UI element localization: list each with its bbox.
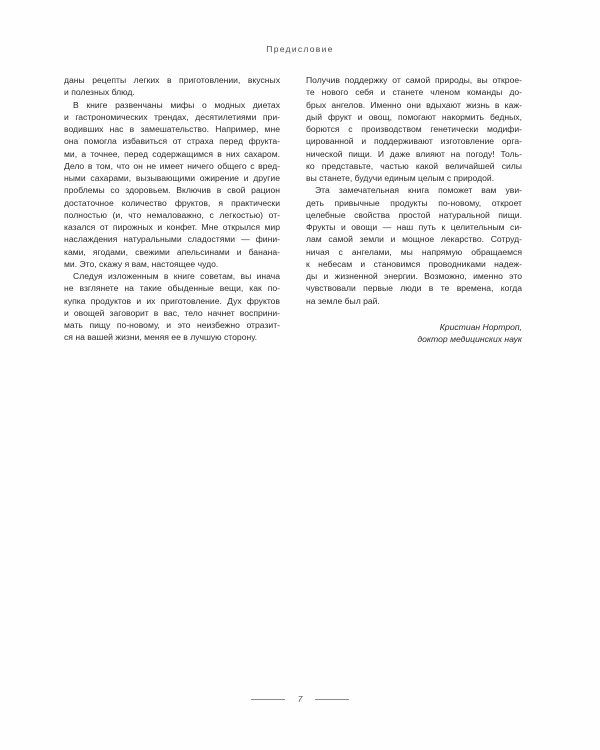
text-line: на земле был рай. — [306, 295, 380, 306]
text-line: и полезных блюд. — [64, 87, 135, 98]
text-line: наслаждения натуральными сладостями — фини- — [64, 234, 280, 245]
text-line: цированной и поддерживают изготовление орга- — [306, 136, 522, 147]
text-line: купка продуктов и их приготовление. Дух фруктов — [64, 295, 280, 306]
text-line: Получив поддержку от самой природы, вы откроe- — [306, 75, 522, 85]
text-line: водивших нас в замешательство. Например, мне — [64, 124, 280, 134]
text-line: к небесам и становимся проводниками надеж- — [306, 258, 522, 269]
text-line: Эта замечательная книга поможет вам уви- — [315, 185, 522, 196]
text-line: и овощей заговорит в вас, тело начнет восприни- — [64, 307, 280, 318]
text-line: и гастрономических трендах, десятилетиями при- — [64, 111, 280, 122]
text-line: ничая с ангелами, мы напрямую обращаемся — [306, 246, 522, 257]
running-head: Предисловие — [266, 44, 334, 54]
text-line: В книге развенчаны мифы о модных диетах — [73, 99, 280, 110]
text-line: вы станете, будучи единым целым с природой. — [306, 173, 495, 183]
text-line: ными сахарами, вызывающими ожирение и другие — [64, 173, 280, 183]
text-line: не взглянете на такие обыденные вещи, как по- — [64, 283, 280, 294]
text-line: ды и жизненной энергии. Возможно, именно это — [306, 271, 522, 281]
text-line: мать пищу по-новому, и это неизбежно отразит- — [64, 320, 280, 330]
left-column — [64, 74, 280, 344]
right-column-text — [306, 74, 522, 307]
text-line: казался от пирожных и конфет. Мне открылся мир — [64, 222, 280, 232]
text-line: брых ангелов. Именно они вдыхают жизнь в каж- — [306, 99, 522, 110]
page-number: 7 — [297, 694, 303, 704]
right-column — [306, 74, 522, 345]
text-line: деть привычные продукты по-новому, откроет — [306, 197, 522, 208]
text-line: полностью (и, что немаловажно, с легкостью) от- — [64, 209, 280, 220]
text-line: проблемы со здоровьем. Включив в свой рацион — [64, 185, 280, 196]
text-line: нической пищи. И даже влияют на погоду! Толь- — [306, 148, 522, 159]
text-line: достаточное количество фруктов, я практически — [64, 197, 280, 208]
signature-title: доктор медицинских наук — [417, 334, 522, 344]
text-line: ми, а точнее, перед содержащимся в них сахаром. — [64, 148, 280, 159]
text-line: ми. Это, скажу я вам, настоящее чудо. — [64, 258, 219, 269]
text-line: дый фрукт и овощ, помогают накормить бедных, — [306, 111, 522, 122]
text-line: те нового себя и станете членом команды до- — [306, 87, 522, 98]
text-line: лам самой земли и мощное лекарство. Сотруд- — [306, 234, 522, 245]
text-line: ко представьте, частью какой величайшей силы — [306, 160, 522, 171]
text-line: ся на вашей жизни, меняя ее в лучшую сторону. — [64, 332, 258, 343]
signature-name: Кристиан Нортроп, — [439, 321, 522, 332]
page-footer — [0, 694, 600, 704]
text-line: Следуя изложенным в книге советам, вы инача — [73, 271, 280, 281]
footer-rule-right — [315, 699, 349, 700]
footer-rule-left — [251, 699, 285, 700]
text-line: целебные свойства простой натуральной пищи. — [306, 209, 522, 220]
text-line: Дело в том, что он не имеет ничего общего с вред- — [64, 160, 280, 171]
text-line: она помогла избавиться от страха перед фрукта- — [64, 136, 280, 147]
text-line: борются с производством генетически модифи- — [306, 124, 522, 134]
signature — [306, 321, 522, 346]
text-line: чувствовали первые люди в те времена, когда — [306, 283, 522, 294]
text-line: Фрукты и овощи — наш путь к целительным си- — [306, 222, 522, 232]
text-line: ками, ягодами, свежими апельсинами и банана- — [64, 246, 280, 257]
text-line: даны рецепты легких в приготовлении, вкусных — [64, 75, 280, 85]
